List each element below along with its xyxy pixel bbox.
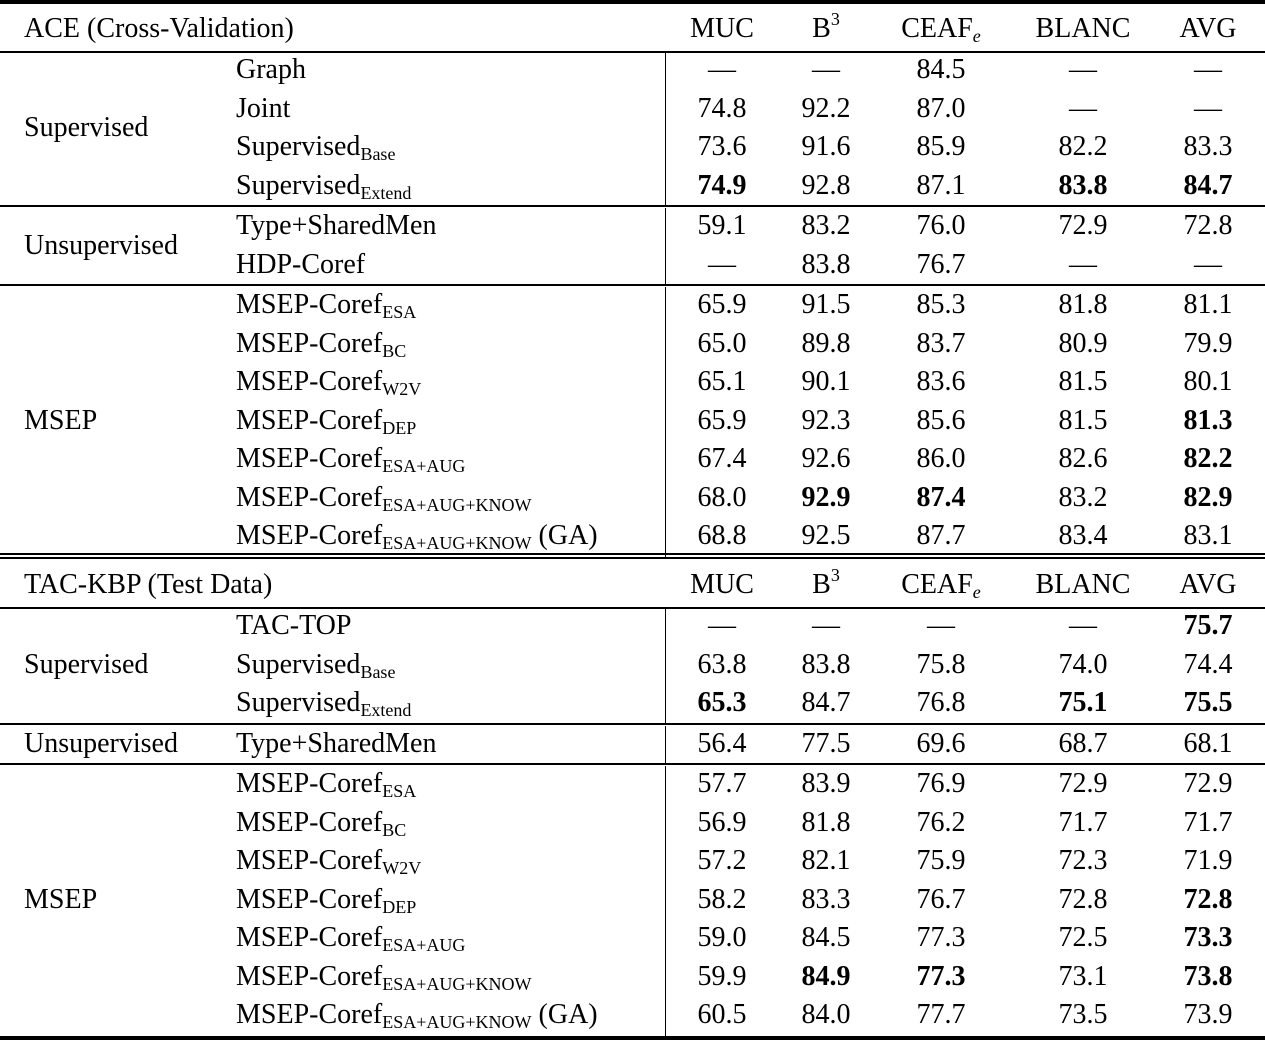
score-cell: 80.9 bbox=[1058, 327, 1108, 359]
subscript: e bbox=[972, 582, 981, 602]
score-cell: 75.8 bbox=[916, 648, 966, 680]
score-cell: 77.7 bbox=[916, 999, 966, 1030]
table-title: ACE (Cross-Validation) bbox=[24, 13, 294, 44]
score-cell: 65.0 bbox=[697, 327, 747, 359]
vertical-separator bbox=[665, 726, 666, 765]
score-cell: 82.2 bbox=[1058, 131, 1108, 162]
score-cell: — bbox=[708, 248, 736, 280]
score-cell: 75.1 bbox=[1058, 687, 1108, 718]
method-subscript: ESA+AUG+KNOW bbox=[382, 533, 532, 553]
score-cell: — bbox=[927, 610, 955, 641]
method-subscript: Base bbox=[360, 144, 396, 164]
method-name: MSEP-Coref$_{ESA}$ bbox=[236, 768, 417, 801]
method-name: MSEP-Coref$_{W2V}$ bbox=[236, 366, 422, 399]
method-name: HDP-Coref bbox=[236, 248, 366, 280]
score-cell: 82.1 bbox=[801, 845, 851, 876]
score-cell: — bbox=[708, 610, 736, 641]
method-subscript: DEP bbox=[382, 417, 417, 438]
score-cell: 73.8 bbox=[1183, 960, 1233, 992]
score-cell: — bbox=[1194, 248, 1222, 280]
score-cell: — bbox=[1069, 248, 1097, 280]
score-cell: 92.2 bbox=[801, 92, 851, 124]
score-cell: 75.7 bbox=[1183, 610, 1233, 641]
score-cell: 84.5 bbox=[801, 922, 851, 953]
method-suffix: (GA) bbox=[531, 999, 598, 1030]
score-cell: 60.5 bbox=[697, 999, 747, 1030]
score-cell: 84.9 bbox=[801, 960, 851, 992]
score-cell: 81.3 bbox=[1183, 404, 1233, 436]
method-name: MSEP-Coref$_{BC}$ bbox=[236, 327, 407, 361]
score-cell: 56.4 bbox=[697, 727, 747, 759]
score-cell: 82.6 bbox=[1058, 443, 1108, 474]
score-cell: — bbox=[812, 54, 840, 85]
top-rule bbox=[0, 0, 1265, 4]
score-cell: 85.6 bbox=[916, 404, 966, 436]
score-cell: 65.9 bbox=[697, 404, 747, 436]
score-cell: 65.1 bbox=[697, 366, 747, 397]
method-subscript: ESA+AUG bbox=[382, 935, 466, 955]
score-cell: 83.3 bbox=[801, 883, 851, 915]
method-name: Joint bbox=[236, 92, 291, 124]
method-subscript: W2V bbox=[382, 379, 422, 399]
score-cell: 65.3 bbox=[697, 687, 747, 718]
column-header-muc: MUC bbox=[690, 13, 754, 44]
score-cell: 84.5 bbox=[916, 54, 966, 85]
score-cell: — bbox=[708, 54, 736, 85]
method-subscript: Extend bbox=[360, 182, 412, 203]
score-cell: 87.0 bbox=[916, 92, 966, 124]
method-name: Type+SharedMen bbox=[236, 210, 437, 241]
score-cell: 63.8 bbox=[697, 648, 747, 680]
score-cell: 71.7 bbox=[1183, 806, 1233, 838]
score-cell: 81.5 bbox=[1058, 404, 1108, 436]
score-cell: 82.9 bbox=[1183, 481, 1233, 513]
score-cell: — bbox=[1069, 610, 1097, 641]
score-cell: 73.1 bbox=[1058, 960, 1108, 992]
score-cell: 68.1 bbox=[1183, 727, 1233, 759]
score-cell: 73.5 bbox=[1058, 999, 1108, 1030]
score-cell: 83.2 bbox=[801, 210, 851, 241]
score-cell: 59.9 bbox=[697, 960, 747, 992]
method-name: MSEP-Coref$_{ESA+AUG+KNOW}$ (GA) bbox=[236, 999, 598, 1032]
method-name: MSEP-Coref$_{DEP}$ bbox=[236, 404, 417, 438]
group-label: Unsupervised bbox=[24, 727, 178, 759]
score-cell: 83.1 bbox=[1183, 520, 1233, 551]
score-cell: 77.3 bbox=[916, 960, 966, 992]
score-cell: 92.6 bbox=[801, 443, 851, 474]
vertical-separator bbox=[665, 287, 666, 557]
score-cell: 76.2 bbox=[916, 806, 966, 838]
score-cell: 71.9 bbox=[1183, 845, 1233, 876]
table-title: TAC-KBP (Test Data) bbox=[24, 569, 273, 600]
score-cell: 56.9 bbox=[697, 806, 747, 838]
score-cell: 72.9 bbox=[1058, 768, 1108, 799]
score-cell: 82.2 bbox=[1183, 443, 1233, 474]
score-cell: 83.6 bbox=[916, 366, 966, 397]
vertical-separator bbox=[665, 208, 666, 285]
score-cell: 67.4 bbox=[697, 443, 747, 474]
score-cell: 72.8 bbox=[1183, 210, 1233, 241]
score-cell: — bbox=[1194, 92, 1222, 124]
score-cell: 72.3 bbox=[1058, 845, 1108, 876]
method-name: MSEP-Coref$_{ESA+AUG}$ bbox=[236, 443, 466, 476]
score-cell: 68.7 bbox=[1058, 727, 1108, 759]
group-label: MSEP bbox=[24, 404, 98, 436]
score-cell: 72.5 bbox=[1058, 922, 1108, 953]
column-header-b3: $B^3$ bbox=[812, 9, 840, 44]
score-cell: 87.7 bbox=[916, 520, 966, 551]
bottom-rule bbox=[0, 1036, 1265, 1040]
score-cell: 92.5 bbox=[801, 520, 851, 551]
score-cell: 92.8 bbox=[801, 169, 851, 201]
group-label: Supervised bbox=[24, 648, 149, 680]
method-name: Graph bbox=[236, 54, 306, 85]
score-cell: 76.7 bbox=[916, 248, 966, 280]
score-cell: 57.7 bbox=[697, 768, 747, 799]
score-cell: 76.0 bbox=[916, 210, 966, 241]
score-cell: 73.6 bbox=[697, 131, 747, 162]
method-name: MSEP-Coref$_{DEP}$ bbox=[236, 883, 417, 917]
method-subscript: ESA+AUG+KNOW bbox=[382, 1012, 532, 1032]
score-cell: 65.9 bbox=[697, 289, 747, 320]
score-cell: 85.9 bbox=[916, 131, 966, 162]
score-cell: 72.9 bbox=[1183, 768, 1233, 799]
method-subscript: BC bbox=[382, 819, 407, 840]
score-cell: 90.1 bbox=[801, 366, 851, 397]
score-cell: 89.8 bbox=[801, 327, 851, 359]
score-cell: 73.3 bbox=[1183, 922, 1233, 953]
superscript: 3 bbox=[830, 565, 840, 585]
score-cell: 92.9 bbox=[801, 481, 851, 513]
method-subscript: W2V bbox=[382, 858, 422, 878]
score-cell: 86.0 bbox=[916, 443, 966, 474]
score-cell: 87.1 bbox=[916, 169, 966, 201]
score-cell: 84.7 bbox=[1183, 169, 1233, 201]
score-cell: 76.7 bbox=[916, 883, 966, 915]
column-header-blanc: BLANC bbox=[1035, 569, 1131, 600]
score-cell: 75.5 bbox=[1183, 687, 1233, 718]
method-subscript: ESA+AUG+KNOW bbox=[382, 494, 532, 515]
method-subscript: BC bbox=[382, 340, 407, 361]
column-header-ceafe: $CEAF_e$ bbox=[901, 569, 981, 602]
score-cell: 83.9 bbox=[801, 768, 851, 799]
score-cell: — bbox=[1069, 54, 1097, 85]
superscript: 3 bbox=[830, 9, 840, 29]
score-cell: 74.4 bbox=[1183, 648, 1233, 680]
subscript: e bbox=[972, 26, 981, 46]
column-header-ceafe: $CEAF_e$ bbox=[901, 13, 981, 46]
score-cell: — bbox=[1069, 92, 1097, 124]
score-cell: 74.9 bbox=[697, 169, 747, 201]
score-cell: 91.5 bbox=[801, 289, 851, 320]
score-cell: 72.8 bbox=[1058, 883, 1108, 915]
group-label: Unsupervised bbox=[24, 229, 178, 261]
method-name: Type+SharedMen bbox=[236, 727, 437, 759]
column-header-muc: MUC bbox=[690, 569, 754, 600]
method-name: MSEP-Coref$_{ESA+AUG+KNOW}$ (GA) bbox=[236, 520, 598, 553]
method-name: Supervised$_{Extend}$ bbox=[236, 169, 412, 203]
score-cell: 71.7 bbox=[1058, 806, 1108, 838]
method-name: Supervised$_{Base}$ bbox=[236, 648, 396, 682]
score-cell: 92.3 bbox=[801, 404, 851, 436]
score-cell: 81.8 bbox=[1058, 289, 1108, 320]
section-rule bbox=[0, 557, 1265, 559]
method-name: MSEP-Coref$_{ESA+AUG+KNOW}$ bbox=[236, 481, 532, 515]
score-cell: 57.2 bbox=[697, 845, 747, 876]
score-cell: 59.0 bbox=[697, 922, 747, 953]
score-cell: 83.4 bbox=[1058, 520, 1108, 551]
score-cell: 74.8 bbox=[697, 92, 747, 124]
method-subscript: ESA+AUG bbox=[382, 456, 466, 476]
score-cell: 58.2 bbox=[697, 883, 747, 915]
method-subscript: ESA+AUG+KNOW bbox=[382, 973, 532, 994]
method-suffix: (GA) bbox=[531, 520, 598, 551]
score-cell: 81.5 bbox=[1058, 366, 1108, 397]
score-cell: 77.3 bbox=[916, 922, 966, 953]
method-name: MSEP-Coref$_{ESA+AUG+KNOW}$ bbox=[236, 960, 532, 994]
method-name: Supervised$_{Base}$ bbox=[236, 131, 396, 164]
score-cell: 84.0 bbox=[801, 999, 851, 1030]
score-cell: — bbox=[1194, 54, 1222, 85]
score-cell: 74.0 bbox=[1058, 648, 1108, 680]
score-cell: 76.9 bbox=[916, 768, 966, 799]
score-cell: 72.9 bbox=[1058, 210, 1108, 241]
score-cell: 81.8 bbox=[801, 806, 851, 838]
score-cell: 69.6 bbox=[916, 727, 966, 759]
score-cell: 80.1 bbox=[1183, 366, 1233, 397]
score-cell: 84.7 bbox=[801, 687, 851, 718]
group-label: MSEP bbox=[24, 883, 98, 915]
method-subscript: DEP bbox=[382, 896, 417, 917]
method-name: Supervised$_{Extend}$ bbox=[236, 687, 412, 720]
method-name: MSEP-Coref$_{W2V}$ bbox=[236, 845, 422, 878]
score-cell: 83.7 bbox=[916, 327, 966, 359]
score-cell: 91.6 bbox=[801, 131, 851, 162]
score-cell: — bbox=[812, 610, 840, 641]
score-cell: 73.9 bbox=[1183, 999, 1233, 1030]
method-subscript: ESA bbox=[382, 781, 417, 801]
vertical-separator bbox=[665, 766, 666, 1036]
column-header-avg: AVG bbox=[1179, 13, 1237, 44]
score-cell: 68.0 bbox=[697, 481, 747, 513]
score-cell: 85.3 bbox=[916, 289, 966, 320]
section-rule bbox=[0, 553, 1265, 555]
score-cell: 83.8 bbox=[801, 648, 851, 680]
method-name: MSEP-Coref$_{ESA+AUG}$ bbox=[236, 922, 466, 955]
vertical-separator bbox=[665, 52, 666, 206]
method-name: MSEP-Coref$_{BC}$ bbox=[236, 806, 407, 840]
score-cell: 83.2 bbox=[1058, 481, 1108, 513]
method-name: TAC-TOP bbox=[236, 610, 352, 641]
score-cell: 76.8 bbox=[916, 687, 966, 718]
column-header-avg: AVG bbox=[1179, 569, 1237, 600]
method-subscript: Base bbox=[360, 661, 396, 682]
method-subscript: Extend bbox=[360, 700, 412, 720]
score-cell: 87.4 bbox=[916, 481, 966, 513]
vertical-separator bbox=[665, 608, 666, 724]
score-cell: 83.8 bbox=[1058, 169, 1108, 201]
score-cell: 72.8 bbox=[1183, 883, 1233, 915]
score-cell: 81.1 bbox=[1183, 289, 1233, 320]
score-cell: 68.8 bbox=[697, 520, 747, 551]
score-cell: 59.1 bbox=[697, 210, 747, 241]
method-name: MSEP-Coref$_{ESA}$ bbox=[236, 289, 417, 322]
method-subscript: ESA bbox=[382, 302, 417, 322]
score-cell: 79.9 bbox=[1183, 327, 1233, 359]
score-cell: 75.9 bbox=[916, 845, 966, 876]
column-header-b3: $B^3$ bbox=[812, 565, 840, 600]
score-cell: 83.8 bbox=[801, 248, 851, 280]
column-header-blanc: BLANC bbox=[1035, 13, 1131, 44]
score-cell: 83.3 bbox=[1183, 131, 1233, 162]
score-cell: 77.5 bbox=[801, 727, 851, 759]
group-label: Supervised bbox=[24, 112, 149, 143]
